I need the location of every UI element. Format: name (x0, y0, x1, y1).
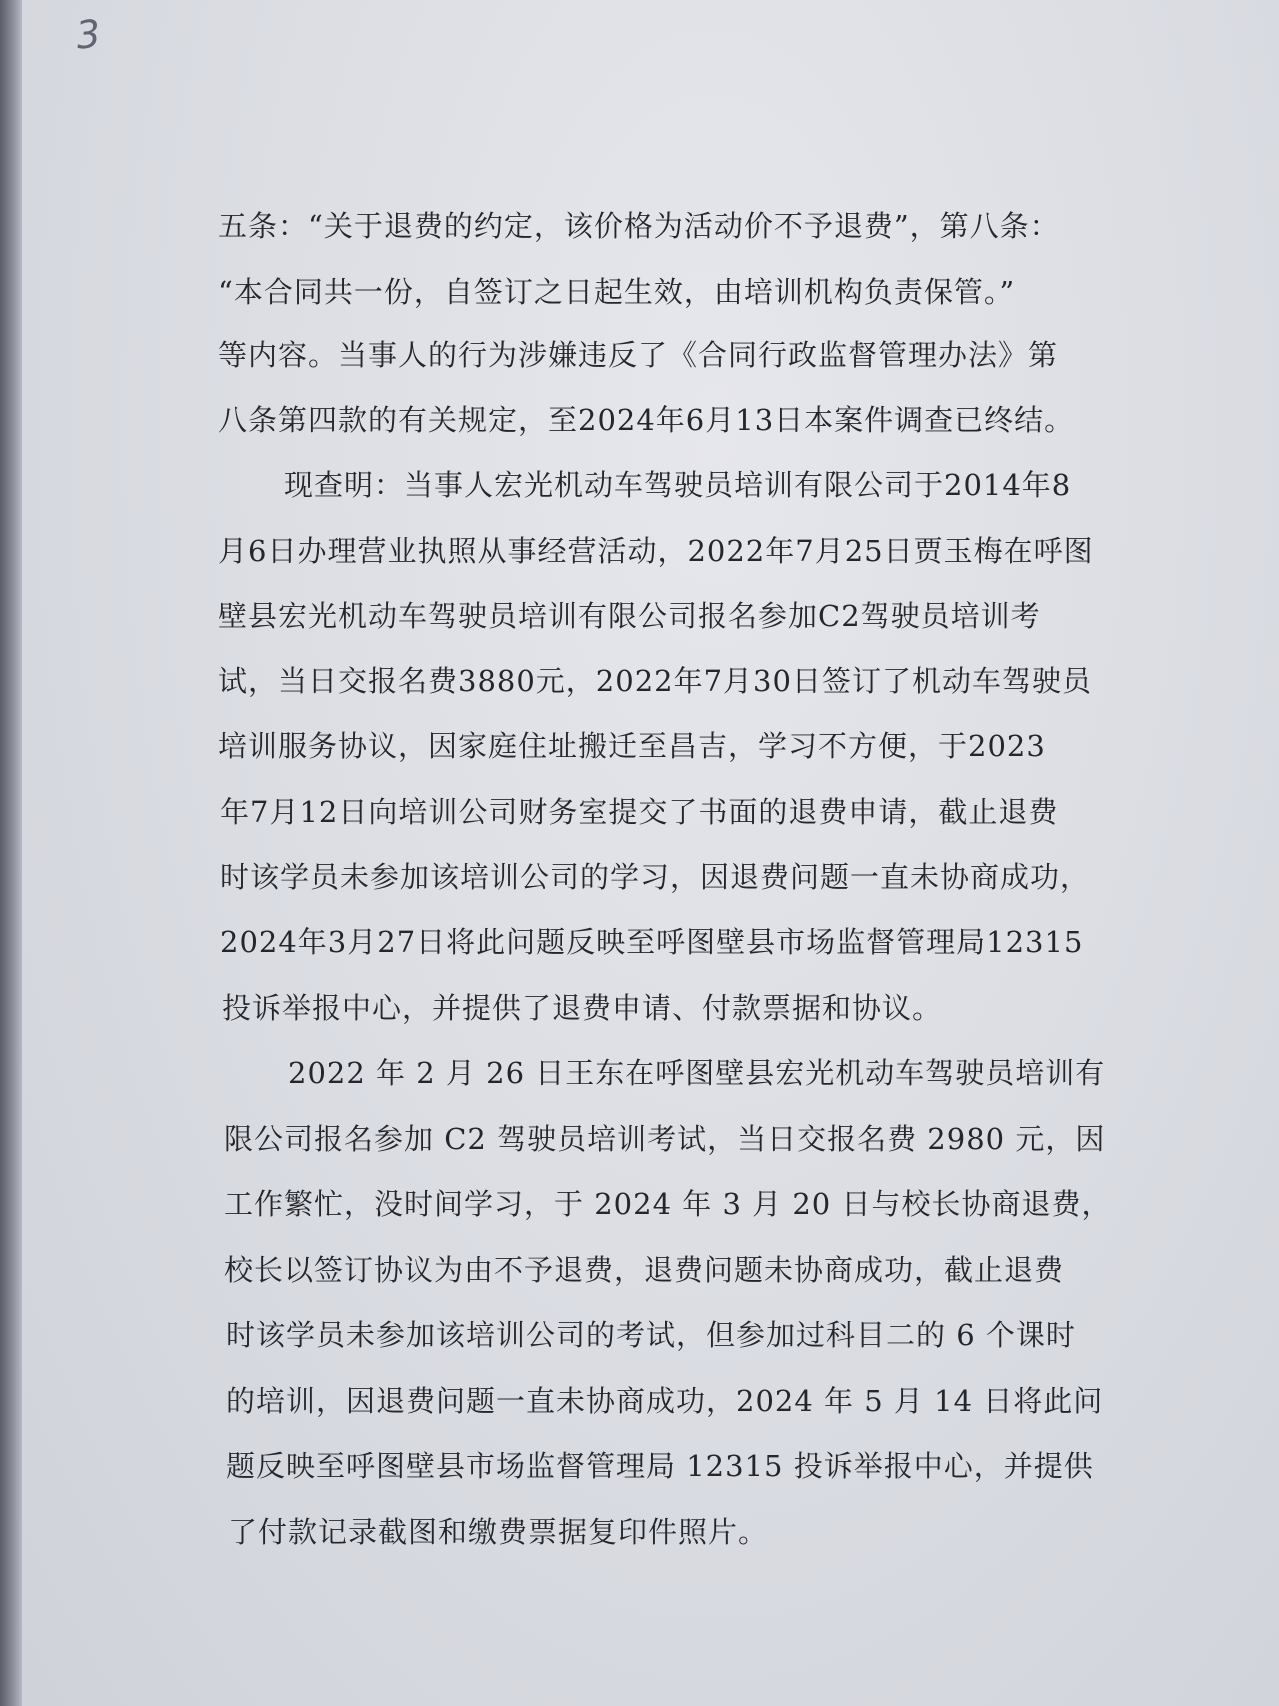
text-line: 限公司报名参加 C2 驾驶员培训考试，当日交报名费 2980 元，因 (224, 1122, 1106, 1156)
text-line: 工作繁忙，没时间学习，于 2024 年 3 月 20 日与校长协商退费， (224, 1187, 1112, 1221)
paragraph-start-line: 现查明：当事人宏光机动车驾驶员培训有限公司于2014年8 (284, 468, 1072, 502)
binder-edge (0, 0, 22, 1706)
text-line: 时该学员未参加该培训公司的学习，因退费问题一直未协商成功， (220, 860, 1091, 894)
text-line: 五条：“关于退费的约定，该价格为活动价不予退费”，第八条： (218, 209, 1060, 243)
text-line: 壁县宏光机动车驾驶员培训有限公司报名参加C2驾驶员培训考 (218, 599, 1041, 633)
text-line: 校长以签订协议为由不予退费，退费问题未协商成功，截止退费 (224, 1253, 1065, 1287)
text-line: 等内容。当事人的行为涉嫌违反了《合同行政监督管理办法》第 (218, 338, 1059, 372)
text-line: 了付款记录截图和缴费票据复印件照片。 (228, 1515, 769, 1549)
text-line: 题反映至呼图壁县市场监督管理局 12315 投诉举报中心，并提供 (226, 1449, 1094, 1483)
handwritten-page-number: 3 (74, 11, 103, 58)
paragraph-start-line: 2022 年 2 月 26 日王东在呼图壁县宏光机动车驾驶员培训有 (288, 1056, 1106, 1090)
text-line: 八条第四款的有关规定，至2024年6月13日本案件调查已终结。 (218, 403, 1075, 437)
text-line: 月6日办理营业执照从事经营活动，2022年7月25日贾玉梅在呼图 (218, 534, 1094, 568)
text-line: 培训服务协议，因家庭住址搬迁至昌吉，学习不方便，于2023 (218, 729, 1046, 763)
text-line: 的培训，因退费问题一直未协商成功，2024 年 5 月 14 日将此问 (226, 1384, 1104, 1418)
text-line: 时该学员未参加该培训公司的考试，但参加过科目二的 6 个课时 (226, 1318, 1076, 1352)
text-line: 投诉举报中心，并提供了退费申请、付款票据和协议。 (222, 991, 943, 1025)
text-line: 2024年3月27日将此问题反映至呼图壁县市场监督管理局12315 (220, 925, 1084, 959)
text-line: “本合同共一份，自签订之日起生效，由培训机构负责保管。” (218, 275, 1016, 309)
text-line: 年7月12日向培训公司财务室提交了书面的退费申请，截止退费 (220, 795, 1059, 829)
text-line: 试，当日交报名费3880元，2022年7月30日签订了机动车驾驶员 (218, 664, 1092, 698)
